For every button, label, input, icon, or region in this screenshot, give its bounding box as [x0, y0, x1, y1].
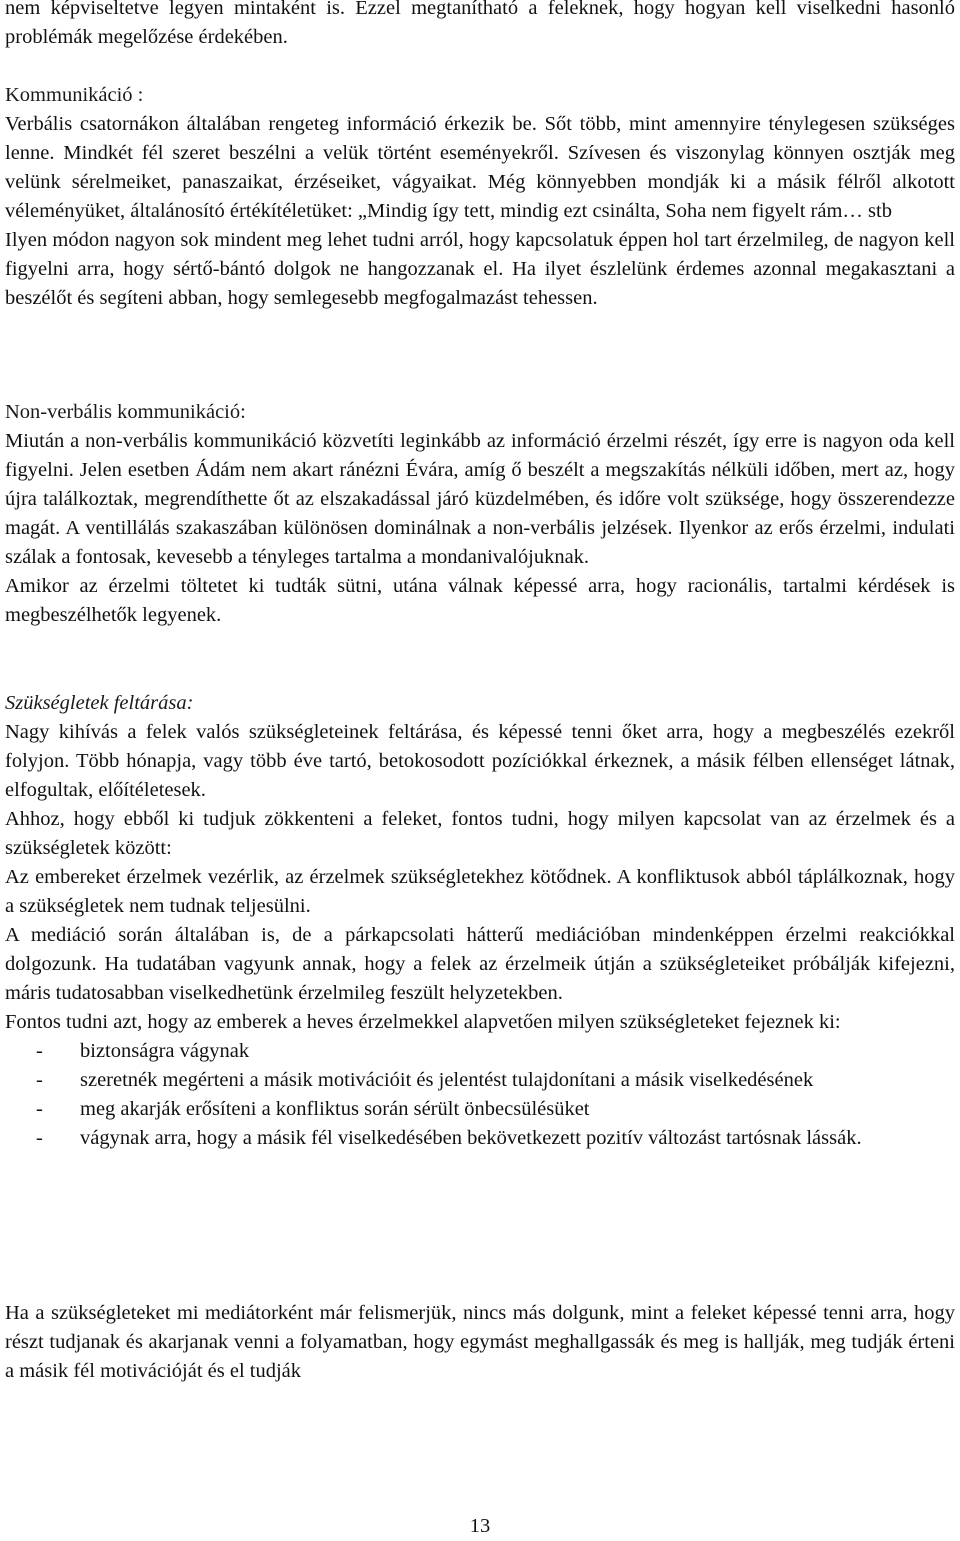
- list-item-text: szeretnék megérteni a másik motivációit és jelentést tulajdonítani a másik viselkedésének: [80, 1069, 814, 1091]
- list-marker: -: [36, 1098, 43, 1120]
- list-item: [5, 1037, 955, 1066]
- section-nonverbalis: [5, 398, 955, 630]
- paragraph: Amikor az érzelmi töltetet ki tudták sütni, utána válnak képessé arra, hogy racionális, tartalmi kérdések is megbeszélhetők legyenek.: [5, 575, 955, 626]
- list-item: [5, 1095, 955, 1124]
- section-kommunikacio: [5, 81, 955, 313]
- paragraph: Verbális csatornákon általában rengeteg információ érkezik be. Sőt több, mint amennyire ténylegesen szükséges lenne. Mindkét fél szeret beszélni a velük történt eseményekről. Szívesen és viszonylag könnyen osztják meg velünk sérelmeiket, panaszaikat, érzéseiket, vágyaikat. Még könnyebben mondják ki a másik félről alkotott véleményüket, általánosító értékítéletüket: „Mindig így tett, mindig ezt csinálta, Soha nem figyelt rám… stb: [5, 113, 955, 222]
- paragraph: Ilyen módon nagyon sok mindent meg lehet tudni arról, hogy kapcsolatuk éppen hol tart érzelmileg, de nagyon kell figyelni arra, hogy sértő-bántó dolgok ne hangozzanak el. Ha ilyet észlelünk érdemes azonnal megakasztani a beszélőt és segíteni abban, hogy semlegesebb megfogalmazást tehessen.: [5, 229, 955, 309]
- list-item: [5, 1066, 955, 1095]
- section-heading-kommunikacio: Kommunikáció :: [5, 84, 144, 106]
- intro-paragraph: nem képviseltetve legyen mintaként is. Ezzel megtanítható a feleknek, hogy hogyan kell viselkedni hasonló problémák megelőzése érdekében.: [5, 0, 955, 48]
- list-item-text: meg akarják erősíteni a konfliktus során sérült önbecsülésüket: [80, 1098, 590, 1120]
- intro-block: [5, 0, 955, 52]
- list-marker: -: [36, 1040, 43, 1062]
- needs-list: [5, 1037, 955, 1153]
- list-marker: -: [36, 1127, 43, 1149]
- list-item: [5, 1124, 955, 1153]
- closing-block: [5, 1299, 955, 1386]
- heading-suffix: :: [240, 401, 246, 423]
- section-heading-szuksegletek: [5, 689, 955, 718]
- paragraph: Nagy kihívás a felek valós szükségleteinek feltárása, és képessé tenni őket arra, hogy a megbeszélés ezekről folyjon. Több hónapja, vagy több éve tartó, betokosodott pozíciókkal érkeznek, a másik félben ellenséget látnak, elfogultak, előítéletesek.: [5, 721, 955, 801]
- section-szuksegletek: [5, 689, 955, 1153]
- heading-text: Non-verbális kommunikáció: [5, 401, 241, 423]
- paragraph: Miután a non-verbális kommunikáció közvetíti leginkább az információ érzelmi részét, így erre is nagyon oda kell figyelni. Jelen esetben Ádám nem akart ránézni Évára, amíg ő beszélt a megszakítás nélküli időben, mert az, hogy újra találkoztak, megrendíthette őt az elszakadással járó küzdelmében, és időre volt szüksége, hogy összerendezze magát. A ventillálás szakaszában különösen dominálnak a non-verbális jelzések. Ilyenkor az erős érzelmi, indulati szálak a fontosak, kevesebb a tényleges tartalma a mondanivalójuknak.: [5, 430, 955, 568]
- paragraph: A mediáció során általában is, de a párkapcsolati hátterű mediációban mindenképpen érzelmi reakciókkal dolgozunk. Ha tudatában vagyunk annak, hogy a felek az érzelmeik útján a szükségleteiket próbálják kifejezni, máris tudatosabban viselkedhetünk érzelmileg feszült helyzetekben.: [5, 924, 955, 1004]
- section-heading-nonverbalis: [5, 398, 955, 427]
- paragraph: Fontos tudni azt, hogy az emberek a heves érzelmekkel alapvetően milyen szükségleteket fejeznek ki:: [5, 1011, 841, 1033]
- page-number: 13: [469, 1515, 491, 1537]
- list-item-text: biztonságra vágynak: [80, 1040, 250, 1062]
- paragraph: Az embereket érzelmek vezérlik, az érzelmek szükségletekhez kötődnek. A konfliktusok abból táplálkoznak, hogy a szükségletek nem tudnak teljesülni.: [5, 866, 955, 917]
- list-marker: -: [36, 1069, 43, 1091]
- list-item-text: vágynak arra, hogy a másik fél viselkedésében bekövetkezett pozitív változást tartósnak lássák.: [80, 1127, 862, 1149]
- heading-text: Szükségletek feltárása:: [5, 692, 194, 714]
- paragraph: Ha a szükségleteket mi mediátorként már felismerjük, nincs más dolgunk, mint a feleket képessé tenni arra, hogy részt tudjanak és akarjanak venni a folyamatban, hogy egymást meghallgassák és meg is hallják, meg tudják érteni a másik fél motivációját és el tudják: [5, 1302, 955, 1382]
- paragraph: Ahhoz, hogy ebből ki tudjuk zökkenteni a feleket, fontos tudni, hogy milyen kapcsolat van az érzelmek és a szükségletek között:: [5, 808, 955, 859]
